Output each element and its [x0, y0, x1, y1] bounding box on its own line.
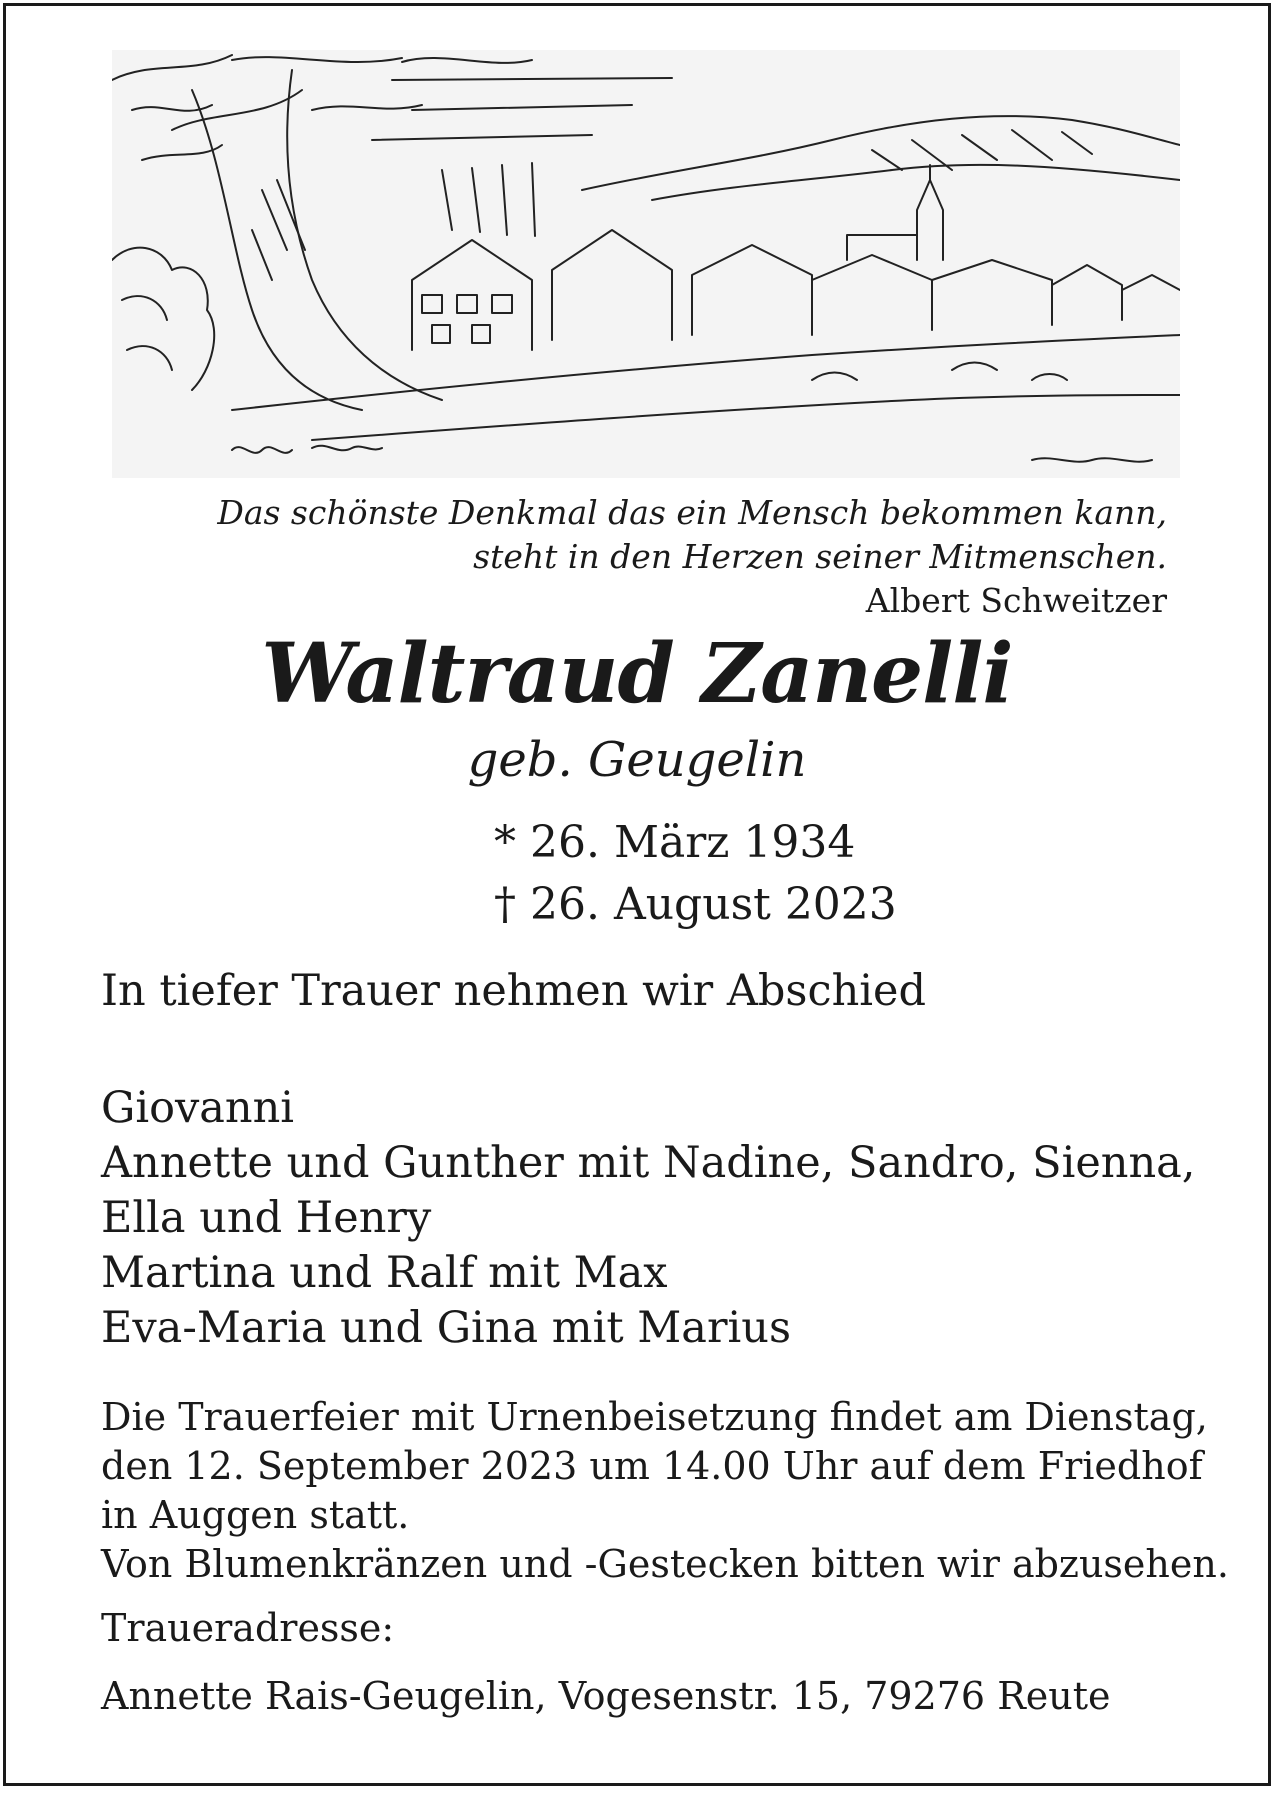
quote-line-2: steht in den Herzen seiner Mitmenschen.: [473, 537, 1167, 576]
village-sketch-icon: [112, 50, 1180, 478]
birth-date: * 26. März 1934: [494, 817, 856, 868]
address-label: Traueradresse:: [101, 1606, 395, 1650]
address-value: Annette Rais-Geugelin, Vogesenstr. 15, 79276 Reute: [101, 1674, 1111, 1718]
birth-name: geb. Geugelin: [467, 732, 807, 788]
mourning-intro: In tiefer Trauer nehmen wir Abschied: [101, 966, 926, 1016]
deceased-name: Waltraud Zanelli: [261, 626, 1013, 722]
family-line: Annette und Gunther mit Nadine, Sandro, Sienna,: [101, 1138, 1196, 1188]
family-line: Eva-Maria und Gina mit Marius: [101, 1303, 792, 1353]
service-info: [101, 1393, 1241, 1589]
quote-line-1: Das schönste Denkmal das ein Mensch bekommen kann,: [217, 493, 1167, 532]
quote-block: [217, 491, 1167, 623]
service-text: Die Trauerfeier mit Urnenbeisetzung findet am Dienstag, den 12. September 2023 um 14.00 Uhr auf dem Friedhof in Auggen statt.: [101, 1395, 1208, 1537]
family-list: [101, 1081, 1195, 1356]
family-line: Martina und Ralf mit Max: [101, 1248, 668, 1298]
flowers-note: Von Blumenkränzen und -Gestecken bitten wir abzusehen.: [101, 1542, 1229, 1586]
quote-author: Albert Schweitzer: [865, 581, 1167, 620]
family-line: Ella und Henry: [101, 1193, 432, 1243]
death-date: † 26. August 2023: [494, 879, 897, 930]
obituary-frame: [3, 3, 1271, 1786]
family-line: Giovanni: [101, 1083, 295, 1133]
life-dates: [494, 812, 897, 936]
